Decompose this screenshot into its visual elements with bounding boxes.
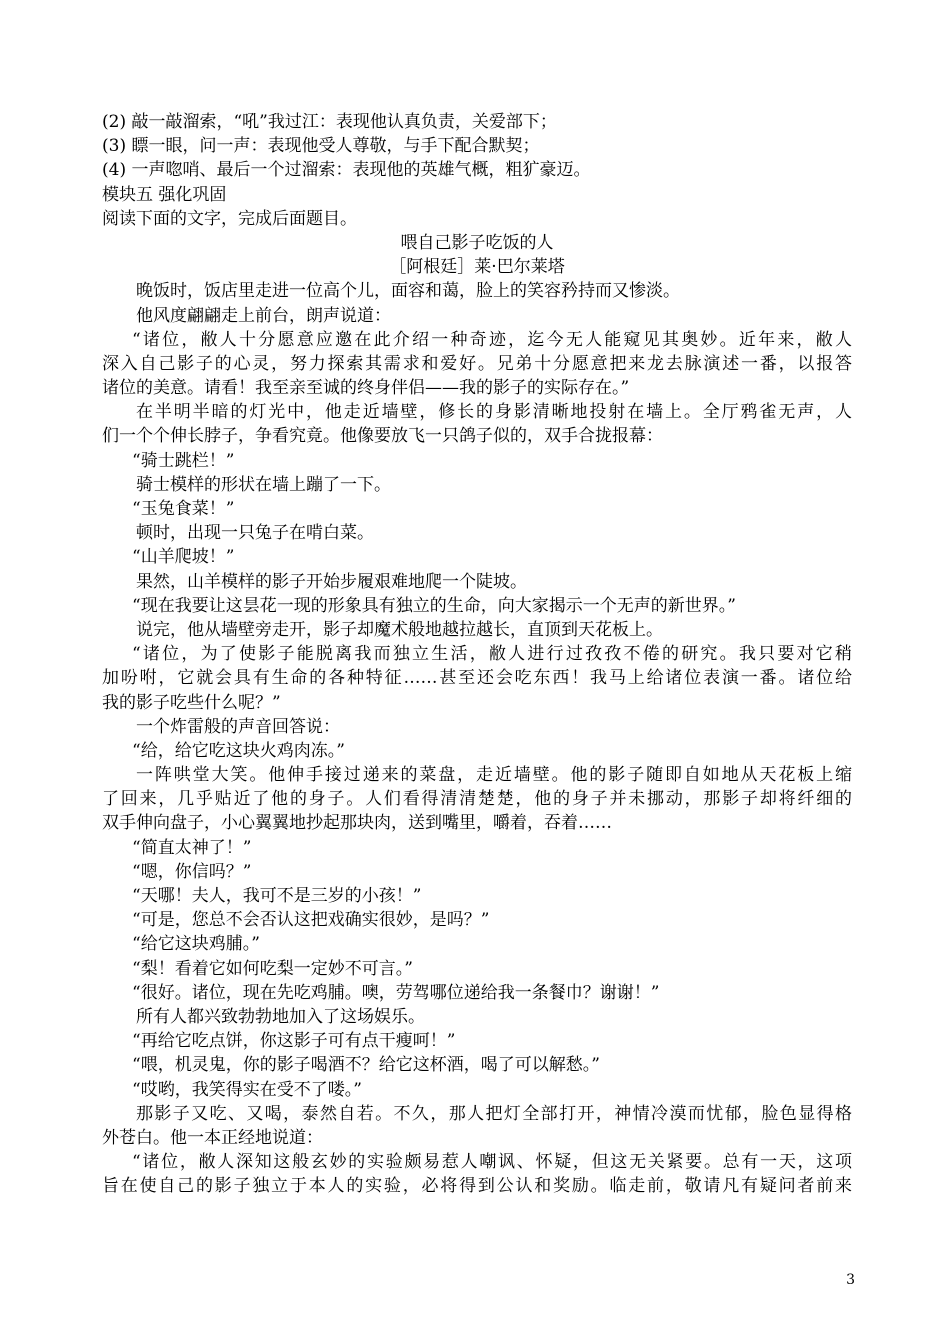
text-line: 们一个个伸长脖子，争看究竟。他像要放飞一只鸽子似的，双手合拢报幕： bbox=[102, 426, 663, 447]
text-line: “诸位，敝人深知这般玄妙的实验颇易惹人嘲讽、怀疑，但这无关紧要。总有一天，这项 bbox=[132, 1152, 852, 1173]
text-line: 我的影子吃些什么呢？” bbox=[102, 692, 281, 713]
text-line: “山羊爬坡！” bbox=[132, 547, 235, 568]
text-line: 阅读下面的文字，完成后面题目。 bbox=[102, 208, 357, 229]
text-line: 喂自己影子吃饭的人 bbox=[400, 232, 554, 253]
text-line: “可是，您总不会否认这把戏确实很妙，是吗？” bbox=[132, 910, 490, 931]
text-line: 加吩咐，它就会具有生命的各种特征……甚至还会吃东西！我马上给诸位表演一番。诸位给 bbox=[102, 668, 852, 689]
text-line: 果然，山羊模样的影子开始步履艰难地爬一个陡坡。 bbox=[136, 571, 527, 592]
text-line: 双手伸向盘子，小心翼翼地抄起那块肉，送到嘴里，嚼着，吞着…… bbox=[102, 813, 612, 834]
text-line: “简直太神了！” bbox=[132, 837, 252, 858]
text-line: 他风度翩翩走上前台，朗声说道： bbox=[136, 305, 391, 326]
text-line: 一阵哄堂大笑。他伸手接过递来的菜盘，走近墙壁。他的影子随即自如地从天花板上缩 bbox=[136, 765, 852, 786]
text-line: “喂，机灵鬼，你的影子喝酒不？给它这杯酒，喝了可以解愁。” bbox=[132, 1055, 600, 1076]
text-line: “很好。诸位，现在先吃鸡脯。噢，劳驾哪位递给我一条餐巾？谢谢！” bbox=[132, 982, 660, 1003]
text-line: 顿时，出现一只兔子在啃白菜。 bbox=[136, 523, 374, 544]
text-line: 一个炸雷般的声音回答说： bbox=[136, 716, 340, 737]
text-line: 深入自己影子的心灵，努力探索其需求和爱好。兄弟十分愿意把来龙去脉演述一番，以报答 bbox=[102, 353, 852, 374]
text-line: (3) 瞟一眼，问一声：表现他受人尊敬，与手下配合默契； bbox=[102, 136, 540, 157]
text-line: 那影子又吃、又喝，泰然自若。不久，那人把灯全部打开，神情冷漠而忧郁，脸色显得格 bbox=[136, 1103, 852, 1124]
text-line: (2) 敲一敲溜索，“吼”我过江：表现他认真负责，关爱部下； bbox=[102, 112, 557, 132]
text-line: (4) 一声唿哨、最后一个过溜索：表现他的英雄气概，粗犷豪迈。 bbox=[102, 160, 591, 181]
text-line: “哎哟，我笑得实在受不了喽。” bbox=[132, 1079, 362, 1100]
text-line: “现在我要让这昙花一现的形象具有独立的生命，向大家揭示一个无声的新世界。” bbox=[132, 595, 736, 616]
document-body bbox=[102, 110, 852, 1198]
text-line: “嗯，你信吗？” bbox=[132, 861, 252, 882]
text-line: “天哪！夫人，我可不是三岁的小孩！” bbox=[132, 886, 422, 906]
text-line: “梨！看着它如何吃梨一定妙不可言。” bbox=[132, 958, 413, 979]
text-line: 骑士模样的形状在墙上蹦了一下。 bbox=[136, 474, 391, 495]
text-line: 诸位的美意。请看！我至亲至诚的终身伴侣——我的影子的实际存在。” bbox=[102, 378, 630, 399]
text-line: 模块五 强化巩固 bbox=[102, 184, 227, 205]
text-line: “给，给它吃这块火鸡肉冻。” bbox=[132, 740, 345, 761]
text-line: 在半明半暗的灯光中，他走近墙壁，修长的身影清晰地投射在墙上。全厅鸦雀无声，人 bbox=[136, 402, 852, 423]
text-line: 外苍白。他一本正经地说道： bbox=[102, 1127, 323, 1148]
text-line: 旨在使自己的影子独立于本人的实验，必将得到公认和奖励。临走前，敬请凡有疑问者前来 bbox=[102, 1176, 852, 1197]
text-line: “诸位，为了使影子能脱离我而独立生活，敝人进行过孜孜不倦的研究。我只要对它稍 bbox=[132, 644, 852, 665]
text-line: “玉兔食菜！” bbox=[132, 499, 235, 519]
text-line: ［阿根廷］莱·巴尔莱塔 bbox=[389, 257, 565, 278]
text-line: 了回来，几乎贴近了他的身子。人们看得清清楚楚，他的身子并未挪动，那影子却将纤细的 bbox=[102, 789, 852, 810]
text-line: “给它这块鸡脯。” bbox=[132, 934, 260, 955]
text-line: 说完，他从墙壁旁走开，影子却魔术般地越拉越长，直顶到天花板上。 bbox=[136, 619, 663, 640]
page-number: 3 bbox=[846, 1272, 855, 1288]
text-line: 晚饭时，饭店里走进一位高个儿，面容和蔼，脸上的笑容矜持而又惨淡。 bbox=[136, 281, 680, 302]
text-line: “诸位，敝人十分愿意应邀在此介绍一种奇迹，迄今无人能窥见其奥妙。近年来，敝人 bbox=[132, 329, 852, 350]
text-line: “再给它吃点饼，你这影子可有点干瘦呵！” bbox=[132, 1031, 456, 1052]
text-line: 所有人都兴致勃勃地加入了这场娱乐。 bbox=[136, 1006, 425, 1027]
text-line: “骑士跳栏！” bbox=[132, 450, 235, 471]
